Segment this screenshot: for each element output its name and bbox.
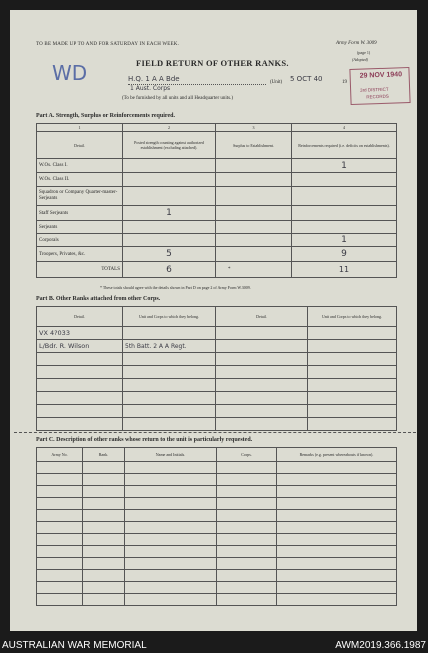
empty-cell	[37, 486, 83, 498]
empty-cell	[216, 392, 308, 405]
empty-cell	[83, 534, 125, 546]
empty-cell	[37, 418, 123, 431]
posted-value	[123, 221, 216, 234]
row-detail: Corporals	[37, 234, 123, 247]
empty-cell	[217, 510, 277, 522]
empty-cell	[123, 366, 216, 379]
empty-cell	[37, 594, 83, 606]
table-row	[37, 462, 397, 474]
handwritten-wd: WD	[52, 61, 88, 85]
table-row	[37, 221, 397, 234]
empty-cell	[37, 510, 83, 522]
header-posted-strength: Posted strength counting against authorized establishment (excluding attached).	[123, 132, 216, 159]
table-row	[37, 173, 397, 187]
empty-cell	[217, 498, 277, 510]
empty-cell	[83, 462, 125, 474]
table-row	[37, 379, 397, 392]
header-reinforcements: Reinforcements required (i.e. deficits on establishments).	[292, 132, 397, 159]
empty-cell	[123, 379, 216, 392]
empty-cell	[125, 486, 217, 498]
col-number: 1	[37, 124, 123, 132]
col-number: 2	[123, 124, 216, 132]
entry-detail: L/Bdr. R. Wilson	[37, 340, 123, 353]
posted-value	[123, 187, 216, 206]
empty-cell	[83, 570, 125, 582]
empty-cell	[217, 570, 277, 582]
entry-unit	[123, 327, 216, 340]
empty-cell	[125, 570, 217, 582]
surplus-value	[216, 206, 292, 221]
perforation-line	[14, 432, 416, 433]
table-row	[37, 510, 397, 522]
adopted-note: (Adopted)	[352, 57, 368, 62]
empty-cell	[277, 534, 397, 546]
totals-label: TOTALS	[37, 262, 123, 278]
empty-cell	[277, 546, 397, 558]
table-row	[37, 392, 397, 405]
footer-accession-id: AWM2019.366.1987	[335, 640, 426, 651]
surplus-value	[216, 173, 292, 187]
reinf-value	[292, 221, 397, 234]
totals-posted: 6	[123, 262, 216, 278]
empty-cell	[277, 510, 397, 522]
row-detail: W.Os. Class I.	[37, 159, 123, 173]
empty-cell	[83, 474, 125, 486]
table-row	[37, 522, 397, 534]
empty-cell	[217, 474, 277, 486]
empty-cell	[216, 366, 308, 379]
empty-cell	[125, 510, 217, 522]
empty-cell	[277, 594, 397, 606]
empty-cell	[125, 558, 217, 570]
handwritten-unit-line2: 1 Aust. Corps	[130, 85, 171, 92]
empty-cell	[217, 486, 277, 498]
empty-cell	[125, 498, 217, 510]
empty-cell	[37, 392, 123, 405]
table-row	[37, 340, 397, 353]
row-detail: Squadron or Company Quarter-master-Serjeants	[37, 187, 123, 206]
empty-cell	[277, 582, 397, 594]
unit-label: (Unit)	[270, 80, 283, 85]
empty-cell	[216, 379, 308, 392]
table-row	[37, 159, 397, 173]
empty-cell	[217, 534, 277, 546]
empty-cell	[125, 546, 217, 558]
empty-cell	[37, 379, 123, 392]
empty-cell	[217, 582, 277, 594]
empty-cell	[83, 498, 125, 510]
table-row	[37, 582, 397, 594]
empty-cell	[277, 474, 397, 486]
empty-cell	[37, 522, 83, 534]
empty-cell	[83, 582, 125, 594]
empty-cell	[216, 327, 308, 340]
form-number: Army Form W. 3009	[336, 41, 377, 46]
posted-value: 5	[123, 247, 216, 262]
part-c-table	[36, 447, 397, 606]
handwritten-date: 5 OCT 40	[290, 75, 323, 83]
totals-reinf: 11	[292, 262, 397, 278]
empty-cell	[125, 522, 217, 534]
reinf-value: 1	[292, 234, 397, 247]
empty-cell	[277, 558, 397, 570]
table-row	[37, 534, 397, 546]
empty-cell	[308, 327, 397, 340]
header-name: Name and Initials.	[125, 448, 217, 462]
part-b-table	[36, 306, 397, 431]
header-unit-corps: Unit and Corps to which they belong.	[123, 307, 216, 327]
empty-cell	[308, 340, 397, 353]
part-a-footnote: * These totals should agree with the details shown in Part D on page 2 of Army Form W.3009.	[100, 285, 251, 290]
page-note: (page 1)	[357, 50, 371, 55]
part-c-title: Part C. Description of other ranks whose return to the unit is particularly requested.	[36, 437, 253, 443]
table-row	[37, 486, 397, 498]
empty-cell	[125, 594, 217, 606]
table-row	[37, 187, 397, 206]
empty-cell	[308, 418, 397, 431]
page-title: FIELD RETURN OF OTHER RANKS.	[136, 58, 289, 68]
surplus-value	[216, 221, 292, 234]
stamp-records: RECORDS	[366, 93, 389, 100]
empty-cell	[217, 594, 277, 606]
empty-cell	[83, 522, 125, 534]
empty-cell	[277, 498, 397, 510]
empty-cell	[308, 392, 397, 405]
empty-cell	[308, 366, 397, 379]
header-detail: Detail.	[37, 132, 123, 159]
posted-value	[123, 173, 216, 187]
header-detail: Detail.	[37, 307, 123, 327]
empty-cell	[37, 558, 83, 570]
unit-underline	[128, 84, 266, 85]
table-row	[37, 247, 397, 262]
empty-cell	[83, 510, 125, 522]
furnished-note: (To be furnished by all units and all Headquarter units.)	[122, 96, 234, 101]
handwritten-unit-line1: H.Q. 1 A A Bde	[128, 75, 180, 83]
header-detail: Detail.	[216, 307, 308, 327]
empty-cell	[308, 353, 397, 366]
empty-cell	[216, 405, 308, 418]
empty-cell	[216, 418, 308, 431]
empty-cell	[217, 546, 277, 558]
reinf-value	[292, 187, 397, 206]
header-remarks: Remarks (e.g. present whereabouts if known).	[277, 448, 397, 462]
table-row	[37, 206, 397, 221]
table-row	[37, 405, 397, 418]
empty-cell	[277, 462, 397, 474]
table-row	[37, 474, 397, 486]
empty-cell	[37, 366, 123, 379]
records-stamp	[349, 67, 410, 105]
empty-cell	[308, 379, 397, 392]
empty-cell	[37, 498, 83, 510]
stamp-district: 3rd DISTRICT	[360, 86, 389, 93]
posted-value	[123, 234, 216, 247]
header-army-no: Army No.	[37, 448, 83, 462]
table-row	[37, 570, 397, 582]
empty-cell	[123, 418, 216, 431]
posted-value	[123, 159, 216, 173]
surplus-value	[216, 234, 292, 247]
entry-detail: VX 4?033	[37, 327, 123, 340]
totals-surplus: *	[216, 262, 292, 278]
table-row	[37, 418, 397, 431]
table-row	[37, 327, 397, 340]
empty-cell	[125, 534, 217, 546]
table-row	[37, 234, 397, 247]
empty-cell	[37, 474, 83, 486]
empty-cell	[125, 582, 217, 594]
empty-cell	[123, 405, 216, 418]
reinf-value: 9	[292, 247, 397, 262]
totals-row	[37, 262, 397, 278]
empty-cell	[277, 486, 397, 498]
table-row	[37, 366, 397, 379]
empty-cell	[37, 353, 123, 366]
surplus-value	[216, 187, 292, 206]
table-row	[37, 558, 397, 570]
empty-cell	[308, 405, 397, 418]
table-row	[37, 498, 397, 510]
empty-cell	[125, 474, 217, 486]
empty-cell	[217, 522, 277, 534]
empty-cell	[277, 570, 397, 582]
row-detail: W.Os. Class II.	[37, 173, 123, 187]
header-unit-corps: Unit and Corps to which they belong.	[308, 307, 397, 327]
empty-cell	[37, 546, 83, 558]
empty-cell	[277, 522, 397, 534]
empty-cell	[37, 534, 83, 546]
year-prefix: 19	[342, 80, 347, 85]
empty-cell	[37, 570, 83, 582]
reinf-value	[292, 173, 397, 187]
header-surplus: Surplus to Establishment.	[216, 132, 292, 159]
empty-cell	[123, 353, 216, 366]
empty-cell	[125, 462, 217, 474]
table-row	[37, 353, 397, 366]
row-detail: Staff Serjeants	[37, 206, 123, 221]
col-number: 4	[292, 124, 397, 132]
surplus-value	[216, 247, 292, 262]
empty-cell	[37, 582, 83, 594]
empty-cell	[83, 546, 125, 558]
empty-cell	[37, 462, 83, 474]
table-row	[37, 546, 397, 558]
empty-cell	[83, 486, 125, 498]
part-a-table	[36, 123, 397, 278]
empty-cell	[217, 558, 277, 570]
empty-cell	[123, 392, 216, 405]
part-b-title: Part B. Other Ranks attached from other Corps.	[36, 296, 161, 302]
reinf-value	[292, 206, 397, 221]
empty-cell	[216, 340, 308, 353]
header-rank: Rank.	[83, 448, 125, 462]
empty-cell	[83, 558, 125, 570]
header-corps: Corps.	[217, 448, 277, 462]
empty-cell	[83, 594, 125, 606]
posted-value: 1	[123, 206, 216, 221]
empty-cell	[216, 353, 308, 366]
col-number: 3	[216, 124, 292, 132]
surplus-value	[216, 159, 292, 173]
reinf-value: 1	[292, 159, 397, 173]
entry-unit: 5th Batt. 2 A A Regt.	[123, 340, 216, 353]
empty-cell	[37, 405, 123, 418]
part-a-title: Part A. Strength, Surplus or Reinforcements required.	[36, 113, 175, 119]
stamp-date: 29 NOV 1940	[359, 71, 403, 80]
footer-institution: AUSTRALIAN WAR MEMORIAL	[2, 640, 147, 651]
row-detail: Troopers, Privates, &c.	[37, 247, 123, 262]
instruction-text: TO BE MADE UP TO AND FOR SATURDAY IN EACH WEEK.	[36, 42, 180, 47]
empty-cell	[217, 462, 277, 474]
table-row	[37, 594, 397, 606]
row-detail: Serjeants	[37, 221, 123, 234]
